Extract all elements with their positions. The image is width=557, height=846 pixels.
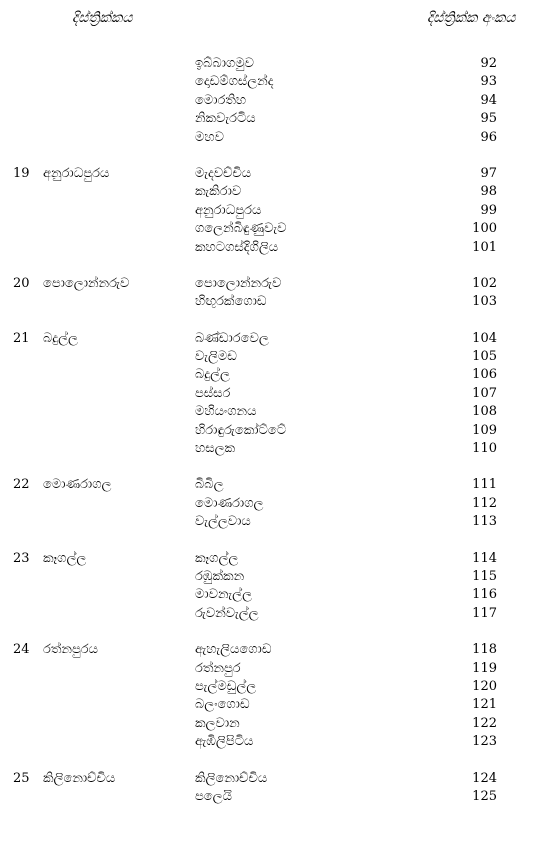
table-row: [0, 422, 557, 440]
electorate-name: මොණරාගල: [195, 495, 264, 511]
electorate-number: 93: [480, 74, 497, 90]
electorate-number: 102: [472, 275, 497, 291]
table-row: [0, 440, 557, 458]
electorate-name: කැකිරාව: [195, 184, 242, 200]
electorate-name: පස්සර: [195, 385, 231, 401]
table-row: [0, 678, 557, 696]
table-row: [0, 129, 557, 147]
table-row: [0, 110, 557, 128]
district-name: මොණරාගල: [43, 477, 112, 493]
district-group: [0, 476, 557, 531]
electorate-number: 117: [472, 605, 497, 621]
district-name: රත්නපුරය: [43, 642, 98, 658]
electorate-name: මහව: [195, 129, 224, 145]
table-row: [0, 660, 557, 678]
table-header: [0, 10, 557, 32]
electorate-number: 115: [472, 568, 497, 584]
electorate-name: පලෙයි: [195, 788, 232, 804]
electorate-number: 116: [472, 587, 497, 603]
table-row: [0, 202, 557, 220]
electorate-name: කහටගස්දිගිලිය: [195, 239, 279, 255]
district-group: [0, 330, 557, 459]
district-number: 25: [13, 770, 30, 786]
district-number: 24: [13, 642, 30, 658]
electorate-name: වැලිමඩ: [195, 349, 237, 365]
electorate-number: 105: [472, 349, 497, 365]
table-row: [0, 55, 557, 73]
electorate-number: 107: [472, 385, 497, 401]
table-row: [0, 183, 557, 201]
electorate-number: 112: [472, 495, 497, 511]
electorate-name: පොලොන්නරුව: [195, 275, 282, 291]
district-name: පොලොන්නරුව: [43, 275, 130, 291]
district-column-heading: දිස්ත්‍රික්කය: [72, 10, 133, 26]
table-row: [0, 641, 557, 659]
district-name: බදුල්ල: [43, 330, 78, 346]
electorate-name: හසලක: [195, 441, 236, 457]
electorate-number: 98: [480, 184, 497, 200]
electorate-name: හිඟුරක්ගොඩ: [195, 294, 267, 310]
table-row: [0, 239, 557, 257]
table-row: [0, 293, 557, 311]
electorate-number: 122: [472, 715, 497, 731]
electorate-name: බදුල්ල: [195, 367, 230, 383]
electorate-name: මහියංගනය: [195, 404, 257, 420]
district-group: [0, 275, 557, 312]
electorate-number: 118: [472, 642, 497, 658]
electorate-number: 108: [472, 404, 497, 420]
table-row: [0, 403, 557, 421]
electorate-number: 119: [472, 660, 497, 676]
electorate-number: 100: [472, 221, 497, 237]
electorate-number: 125: [472, 788, 497, 804]
electorate-name: වැල්ලවාය: [195, 514, 251, 530]
table-row: [0, 330, 557, 348]
table-row: [0, 788, 557, 806]
district-name: අනුරාධපුරය: [43, 165, 110, 181]
electorate-number: 103: [472, 294, 497, 310]
electorate-number: 96: [480, 129, 497, 145]
electorate-name: නිකවැරටිය: [195, 111, 256, 127]
district-number: 20: [13, 275, 30, 291]
table-row: [0, 73, 557, 91]
electorate-name: බිබිල: [195, 477, 224, 493]
electorate-number: 114: [472, 550, 497, 566]
district-number: 22: [13, 477, 30, 493]
electorate-name: කෑගල්ල: [195, 550, 239, 566]
electorate-number: 101: [472, 239, 497, 255]
district-name: කිලිනොච්චිය: [43, 770, 116, 786]
district-group: [0, 641, 557, 751]
electorate-name: මාවනැල්ල: [195, 587, 252, 603]
electorate-number: 99: [480, 202, 497, 218]
electorate-name: දොඩම්ගස්ලන්ද: [195, 74, 274, 90]
table-row: [0, 568, 557, 586]
district-number: 19: [13, 165, 30, 181]
electorate-number: 113: [472, 514, 497, 530]
electorate-name: මැදවච්චිය: [195, 165, 252, 181]
table-row: [0, 586, 557, 604]
electorate-number: 111: [472, 477, 497, 493]
table-row: [0, 348, 557, 366]
table-row: [0, 476, 557, 494]
table-row: [0, 92, 557, 110]
electorate-name: ඇඹිලිපිටිය: [195, 734, 254, 750]
electorate-name: මොරතිහ: [195, 92, 247, 108]
electorate-number: 120: [472, 678, 497, 694]
district-number: 23: [13, 550, 30, 566]
electorate-name: පැල්මඩුල්ල: [195, 678, 257, 694]
electorate-number: 123: [472, 734, 497, 750]
table-row: [0, 220, 557, 238]
table-row: [0, 385, 557, 403]
electorate-name: බණ්ඩාරවෙල: [195, 330, 269, 346]
table-row: [0, 513, 557, 531]
district-group: [0, 770, 557, 807]
electorate-number: 124: [472, 770, 497, 786]
electorate-name: අනුරාධපුරය: [195, 202, 262, 218]
table-row: [0, 733, 557, 751]
table-row: [0, 275, 557, 293]
electorate-name: කලවාන: [195, 715, 240, 731]
electorate-number: 109: [472, 422, 497, 438]
table-row: [0, 495, 557, 513]
district-group: [0, 165, 557, 257]
district-number-column-heading: දිස්ත්‍රික්ක අංකය: [427, 10, 516, 26]
electorate-number: 104: [472, 330, 497, 346]
table-row: [0, 696, 557, 714]
electorate-number: 92: [480, 56, 497, 71]
electorate-name: රත්නපුර: [195, 660, 241, 676]
electorate-number: 110: [472, 441, 497, 457]
table-row: [0, 366, 557, 384]
district-list: [0, 55, 557, 824]
table-row: [0, 605, 557, 623]
district-group: [0, 55, 557, 147]
electorate-name: ගලෙන්බිඳුණුවැව: [195, 221, 287, 237]
electorate-number: 94: [480, 92, 497, 108]
electorate-name: කිලිනොච්චිය: [195, 770, 268, 786]
district-group: [0, 550, 557, 624]
table-row: [0, 550, 557, 568]
electorate-name: හිරාඳුරුකෝට්ටේ: [195, 422, 287, 438]
table-row: [0, 165, 557, 183]
electorate-number: 97: [480, 165, 497, 181]
electorate-name: රඹුක්කන: [195, 568, 245, 584]
table-row: [0, 715, 557, 733]
electorate-name: බලංගොඩ: [195, 697, 250, 713]
district-number: 21: [13, 330, 30, 346]
electorate-name: ඉබ්බාගමුව: [195, 56, 254, 71]
electorate-name: රුවන්වැල්ල: [195, 605, 259, 621]
district-name: කෑගල්ල: [43, 550, 87, 566]
table-row: [0, 770, 557, 788]
electorate-number: 121: [472, 697, 497, 713]
electorate-number: 106: [472, 367, 497, 383]
electorate-number: 95: [480, 111, 497, 127]
electorate-name: ඇහැලියගොඩ: [195, 642, 272, 658]
